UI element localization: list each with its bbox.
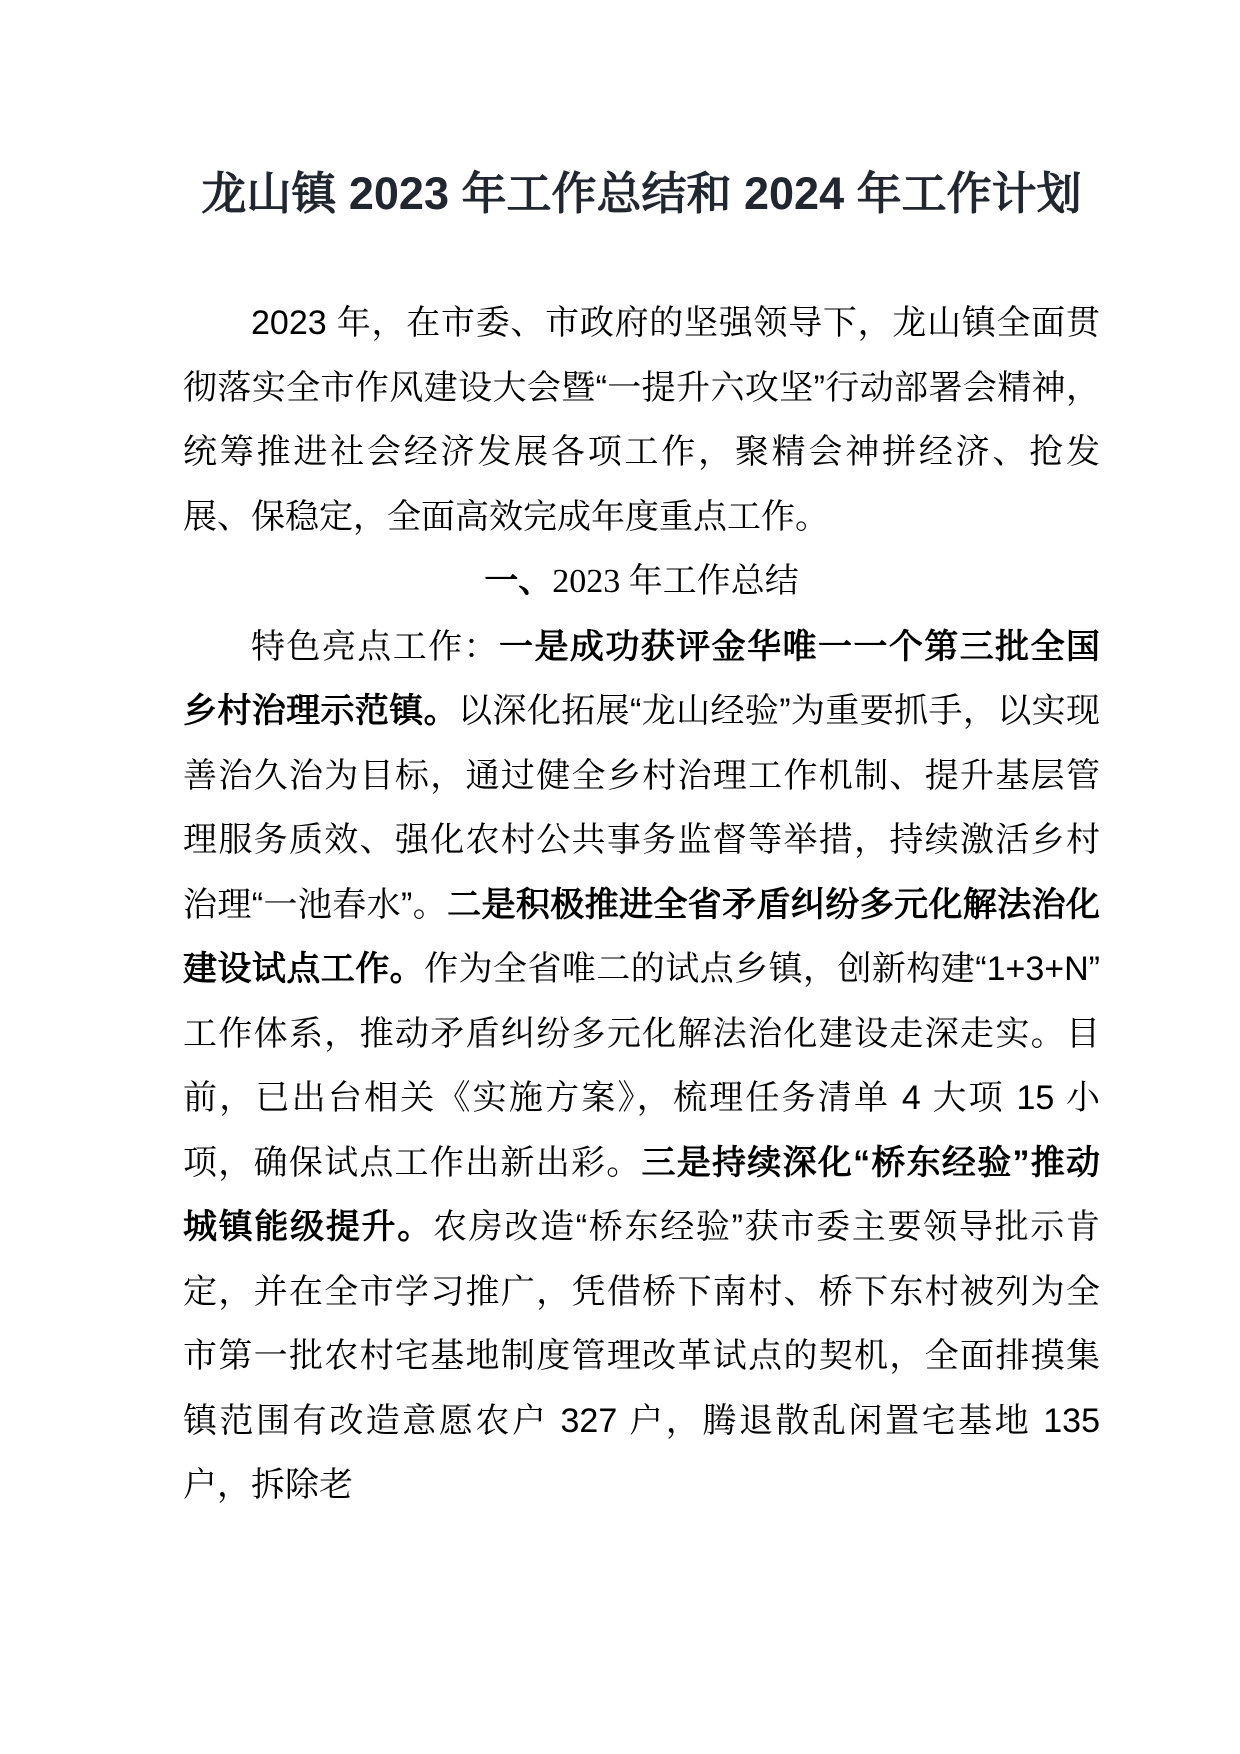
- intro-paragraph: 2023 年，在市委、市政府的坚强领导下，龙山镇全面贯彻落实全市作风建设大会暨“一提升六攻坚”行动部署会精神，统筹推进社会经济发展各项工作，聚精会神拼经济、抢发展、保稳定，全面高效完成年度重点工作。: [183, 304, 1100, 536]
- highlight-point-1-detail: 以深化拓展“龙山经验”为重要抓手，以实现善治久治为目标，通过健全乡村治理工作机制、提升基层管理服务质效、强化农村公共事务监督等举措，持续激活乡村治理“一池春水”。: [183, 692, 1101, 924]
- highlight-point-3-detail: 农房改造“桥东经验”获市委主要领导批示肯定，并在全市学习推广，凭借桥下南村、桥下东村被列为全市第一批农村宅基地制度管理改革试点的契机，全面排摸集镇范围有改造意愿农户 327 户，腾退散乱闲置宅基地 135 户，拆除老: [183, 1208, 1101, 1504]
- document-title: 龙山镇 2023 年工作总结和 2024 年工作计划: [201, 168, 1082, 219]
- highlight-point-3-bold: 三是持续深化“桥东经验”推动城镇能级提升。: [183, 1143, 1100, 1246]
- section-1-heading: [183, 549, 1100, 615]
- section-1-number: 一、: [484, 562, 553, 600]
- section-1-title: 2023 年工作总结: [552, 563, 799, 600]
- highlight-point-2-bold: 二是积极推进全省矛盾纠纷多元化解法治化建设试点工作。: [183, 885, 1100, 988]
- highlight-point-2-detail: 作为全省唯二的试点乡镇，创新构建“1+3+N”工作体系，推动矛盾纠纷多元化解法治化建设走深走实。目前，已出台相关《实施方案》，梳理任务清单 4 大项 15 小项，确保试点工作出新出彩。: [183, 950, 1100, 1182]
- highlights-paragraph: [183, 615, 1100, 1518]
- highlights-lead-text: 特色亮点工作：: [251, 627, 500, 666]
- highlight-point-1-bold: 一是成功获评金华唯一一个第三批全国乡村治理示范镇。: [183, 627, 1101, 730]
